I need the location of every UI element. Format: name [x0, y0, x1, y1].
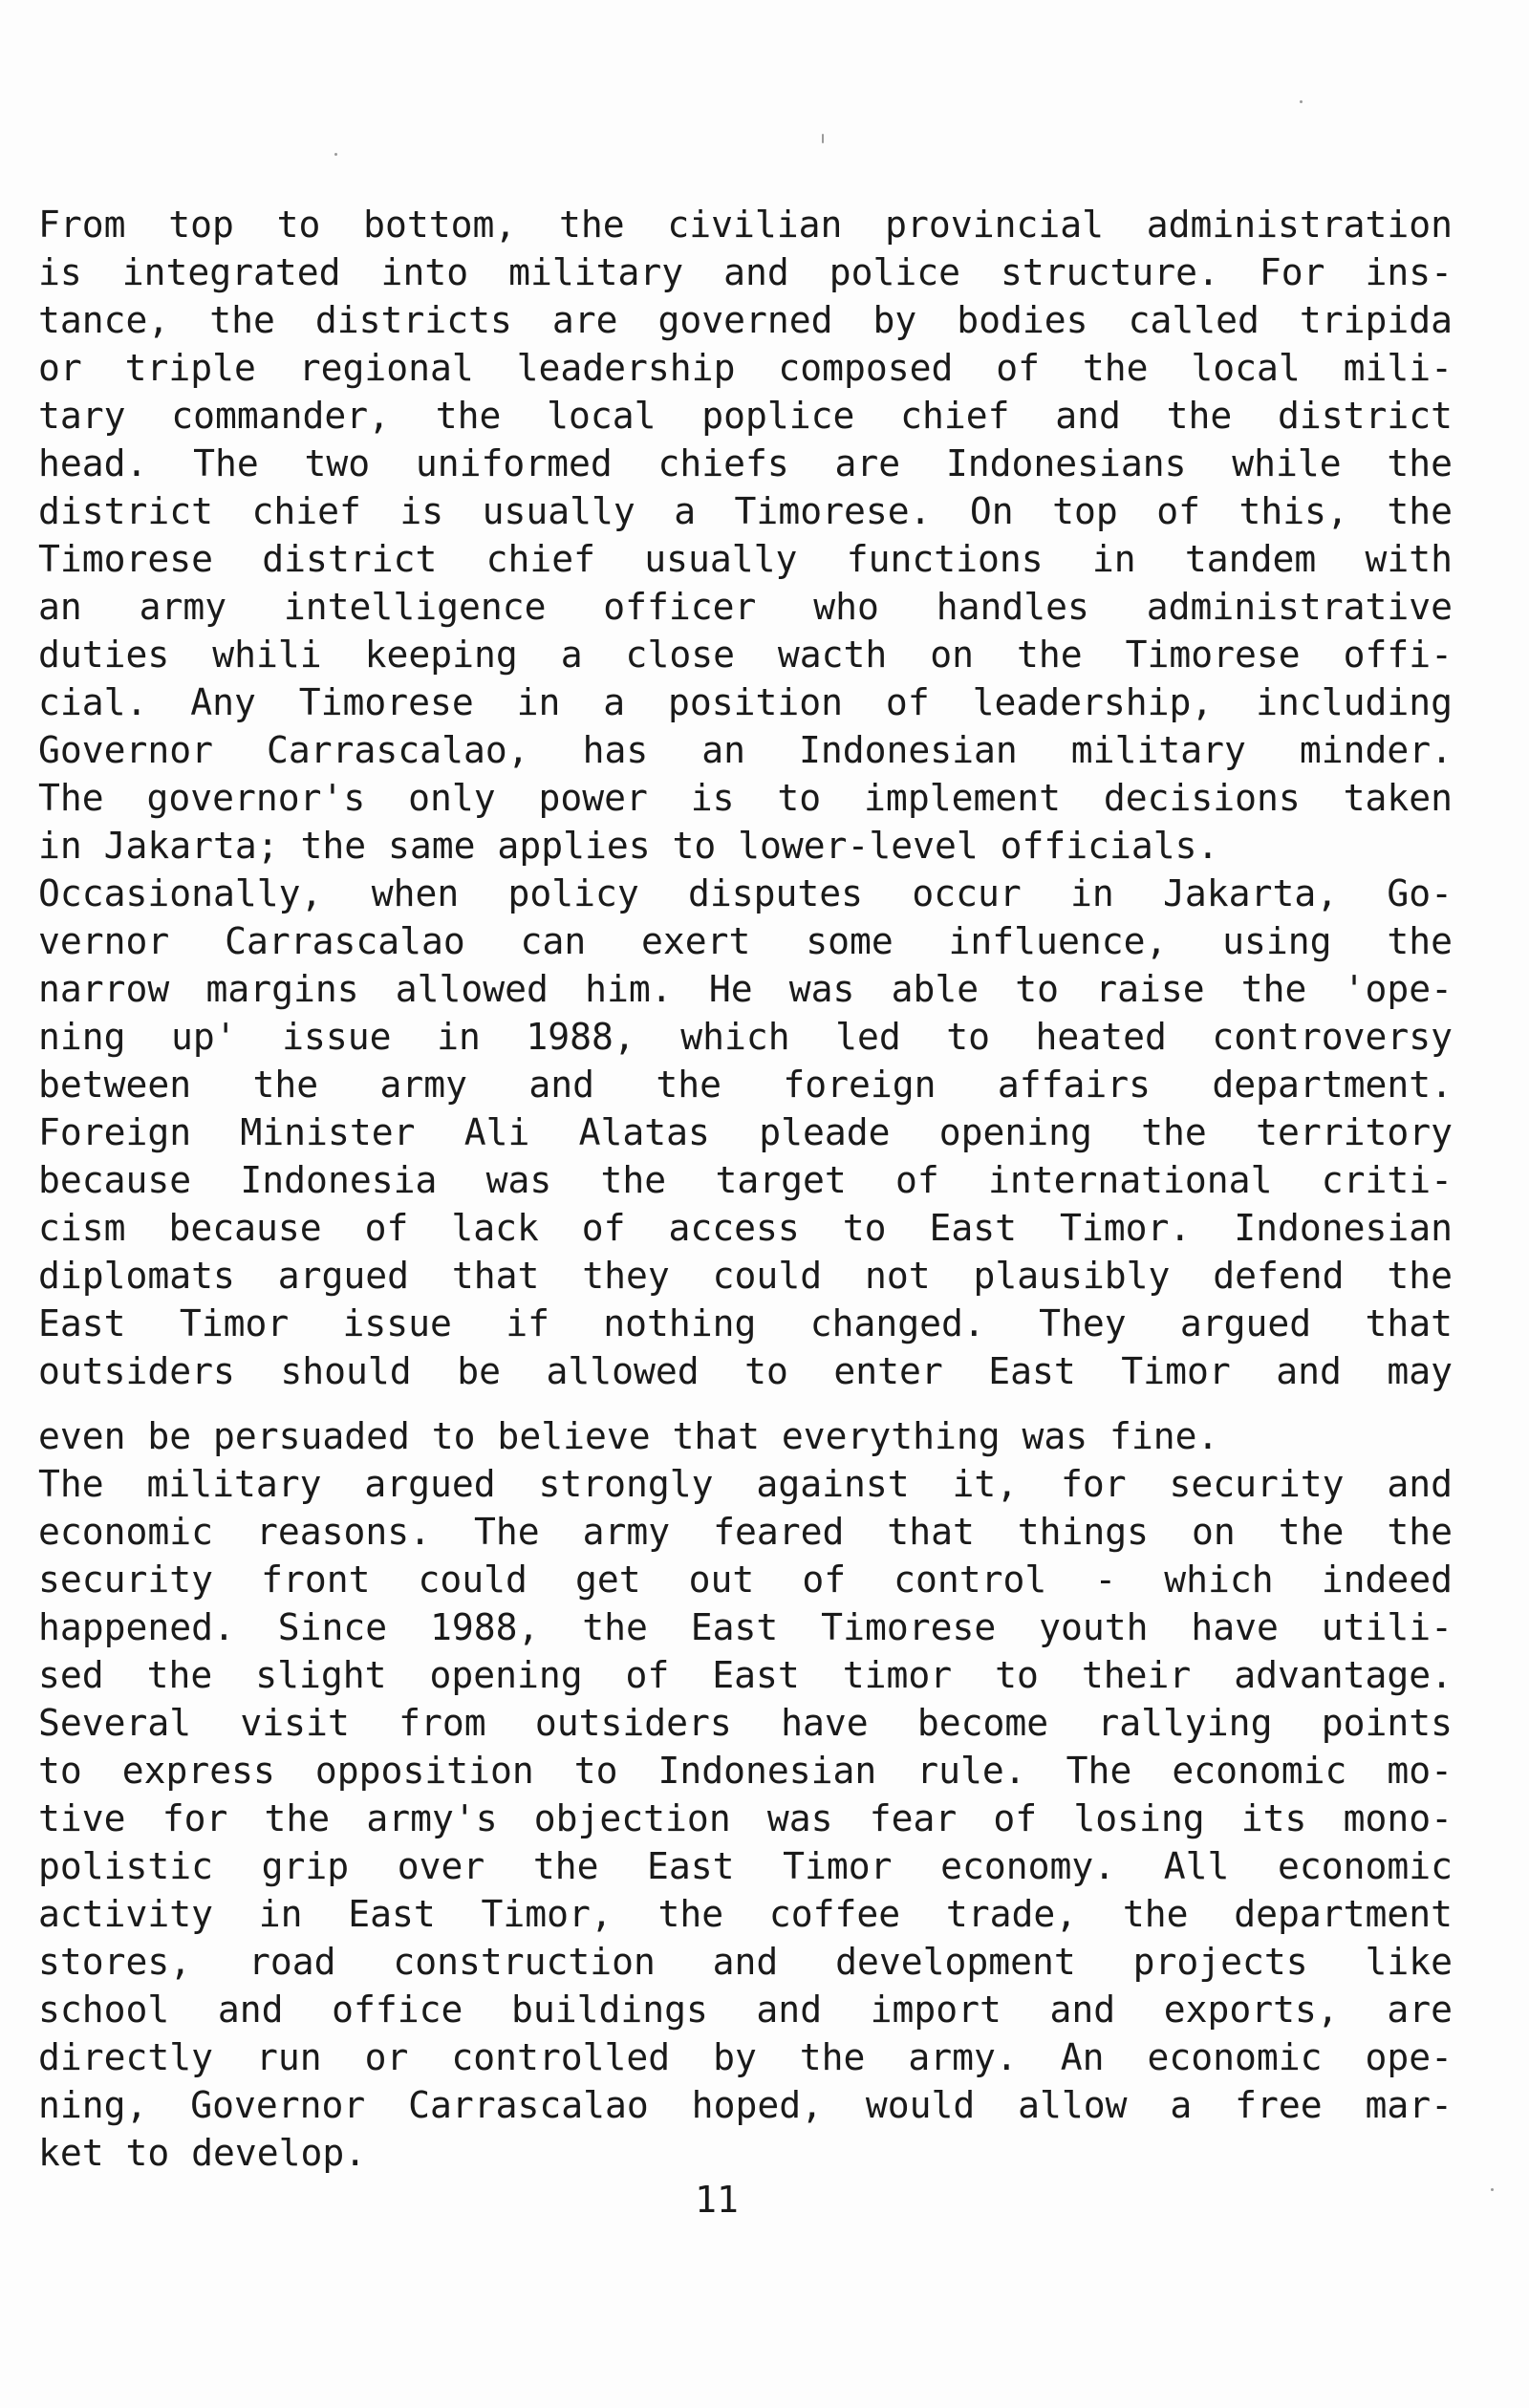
- text-line: ning, Governor Carrascalao hoped, would allow a free mar-: [38, 2084, 1453, 2126]
- text-line: tary commander, the local poplice chief and the district: [38, 395, 1453, 437]
- text-line: tance, the districts are governed by bodies called tripida: [38, 299, 1453, 341]
- text-line: directly run or controlled by the army. An economic ope-: [38, 2036, 1453, 2078]
- text-line: because Indonesia was the target of international criti-: [38, 1159, 1453, 1201]
- text-line: outsiders should be allowed to enter East Timor and may: [38, 1350, 1453, 1392]
- text-line: From top to bottom, the civilian provincial administration: [38, 204, 1453, 246]
- text-line: The military argued strongly against it, for security and: [38, 1463, 1453, 1505]
- text-line: ket to develop.: [38, 2132, 367, 2174]
- text-line: activity in East Timor, the coffee trade, the department: [38, 1893, 1453, 1935]
- body-text: [38, 201, 1453, 2177]
- text-line: The governor's only power is to implement decisions taken: [38, 777, 1453, 819]
- text-line: diplomats argued that they could not plausibly defend the: [38, 1255, 1453, 1297]
- text-line: happened. Since 1988, the East Timorese youth have utili-: [38, 1606, 1453, 1648]
- scan-speck: [1491, 2188, 1494, 2191]
- scan-gap: [38, 1395, 1453, 1412]
- text-line: district chief is usually a Timorese. On top of this, the: [38, 490, 1453, 532]
- text-line: cism because of lack of access to East Timor. Indonesian: [38, 1207, 1453, 1249]
- text-line: Governor Carrascalao, has an Indonesian military minder.: [38, 729, 1453, 771]
- scan-speck: [822, 134, 824, 143]
- text-line: to express opposition to Indonesian rule. The economic mo-: [38, 1750, 1453, 1792]
- text-line: East Timor issue if nothing changed. They argued that: [38, 1302, 1453, 1344]
- text-line: cial. Any Timorese in a position of leadership, including: [38, 681, 1453, 723]
- text-line: duties whili keeping a close wacth on the Timorese offi-: [38, 634, 1453, 676]
- text-line: Several visit from outsiders have become rallying points: [38, 1702, 1453, 1744]
- text-line: an army intelligence officer who handles administrative: [38, 586, 1453, 628]
- text-line: vernor Carrascalao can exert some influence, using the: [38, 920, 1453, 962]
- text-line: or triple regional leadership composed of the local mili-: [38, 347, 1453, 389]
- text-line: ning up' issue in 1988, which led to heated controversy: [38, 1016, 1453, 1058]
- text-line: head. The two uniformed chiefs are Indonesians while the: [38, 442, 1453, 484]
- text-line: polistic grip over the East Timor economy. All economic: [38, 1845, 1453, 1887]
- text-line: school and office buildings and import and exports, are: [38, 1989, 1453, 2031]
- text-line: Foreign Minister Ali Alatas pleade opening the territory: [38, 1111, 1453, 1153]
- text-line: security front could get out of control - which indeed: [38, 1559, 1453, 1601]
- text-line: is integrated into military and police structure. For ins-: [38, 251, 1453, 293]
- page-number: 11: [695, 2179, 739, 2221]
- text-line: economic reasons. The army feared that things on the the: [38, 1511, 1453, 1553]
- text-line: in Jakarta; the same applies to lower-level officials.: [38, 825, 1219, 867]
- text-line: between the army and the foreign affairs department.: [38, 1064, 1453, 1106]
- scan-speck: [334, 153, 337, 156]
- text-line: stores, road construction and development projects like: [38, 1941, 1453, 1983]
- text-line: Occasionally, when policy disputes occur in Jakarta, Go-: [38, 872, 1453, 914]
- scan-speck: [1300, 100, 1303, 103]
- text-line: narrow margins allowed him. He was able to raise the 'ope-: [38, 968, 1453, 1010]
- text-line: sed the slight opening of East timor to their advantage.: [38, 1654, 1453, 1696]
- text-line: even be persuaded to believe that everything was fine.: [38, 1415, 1219, 1457]
- text-line: Timorese district chief usually functions in tandem with: [38, 538, 1453, 580]
- text-line: tive for the army's objection was fear of losing its mono-: [38, 1797, 1453, 1839]
